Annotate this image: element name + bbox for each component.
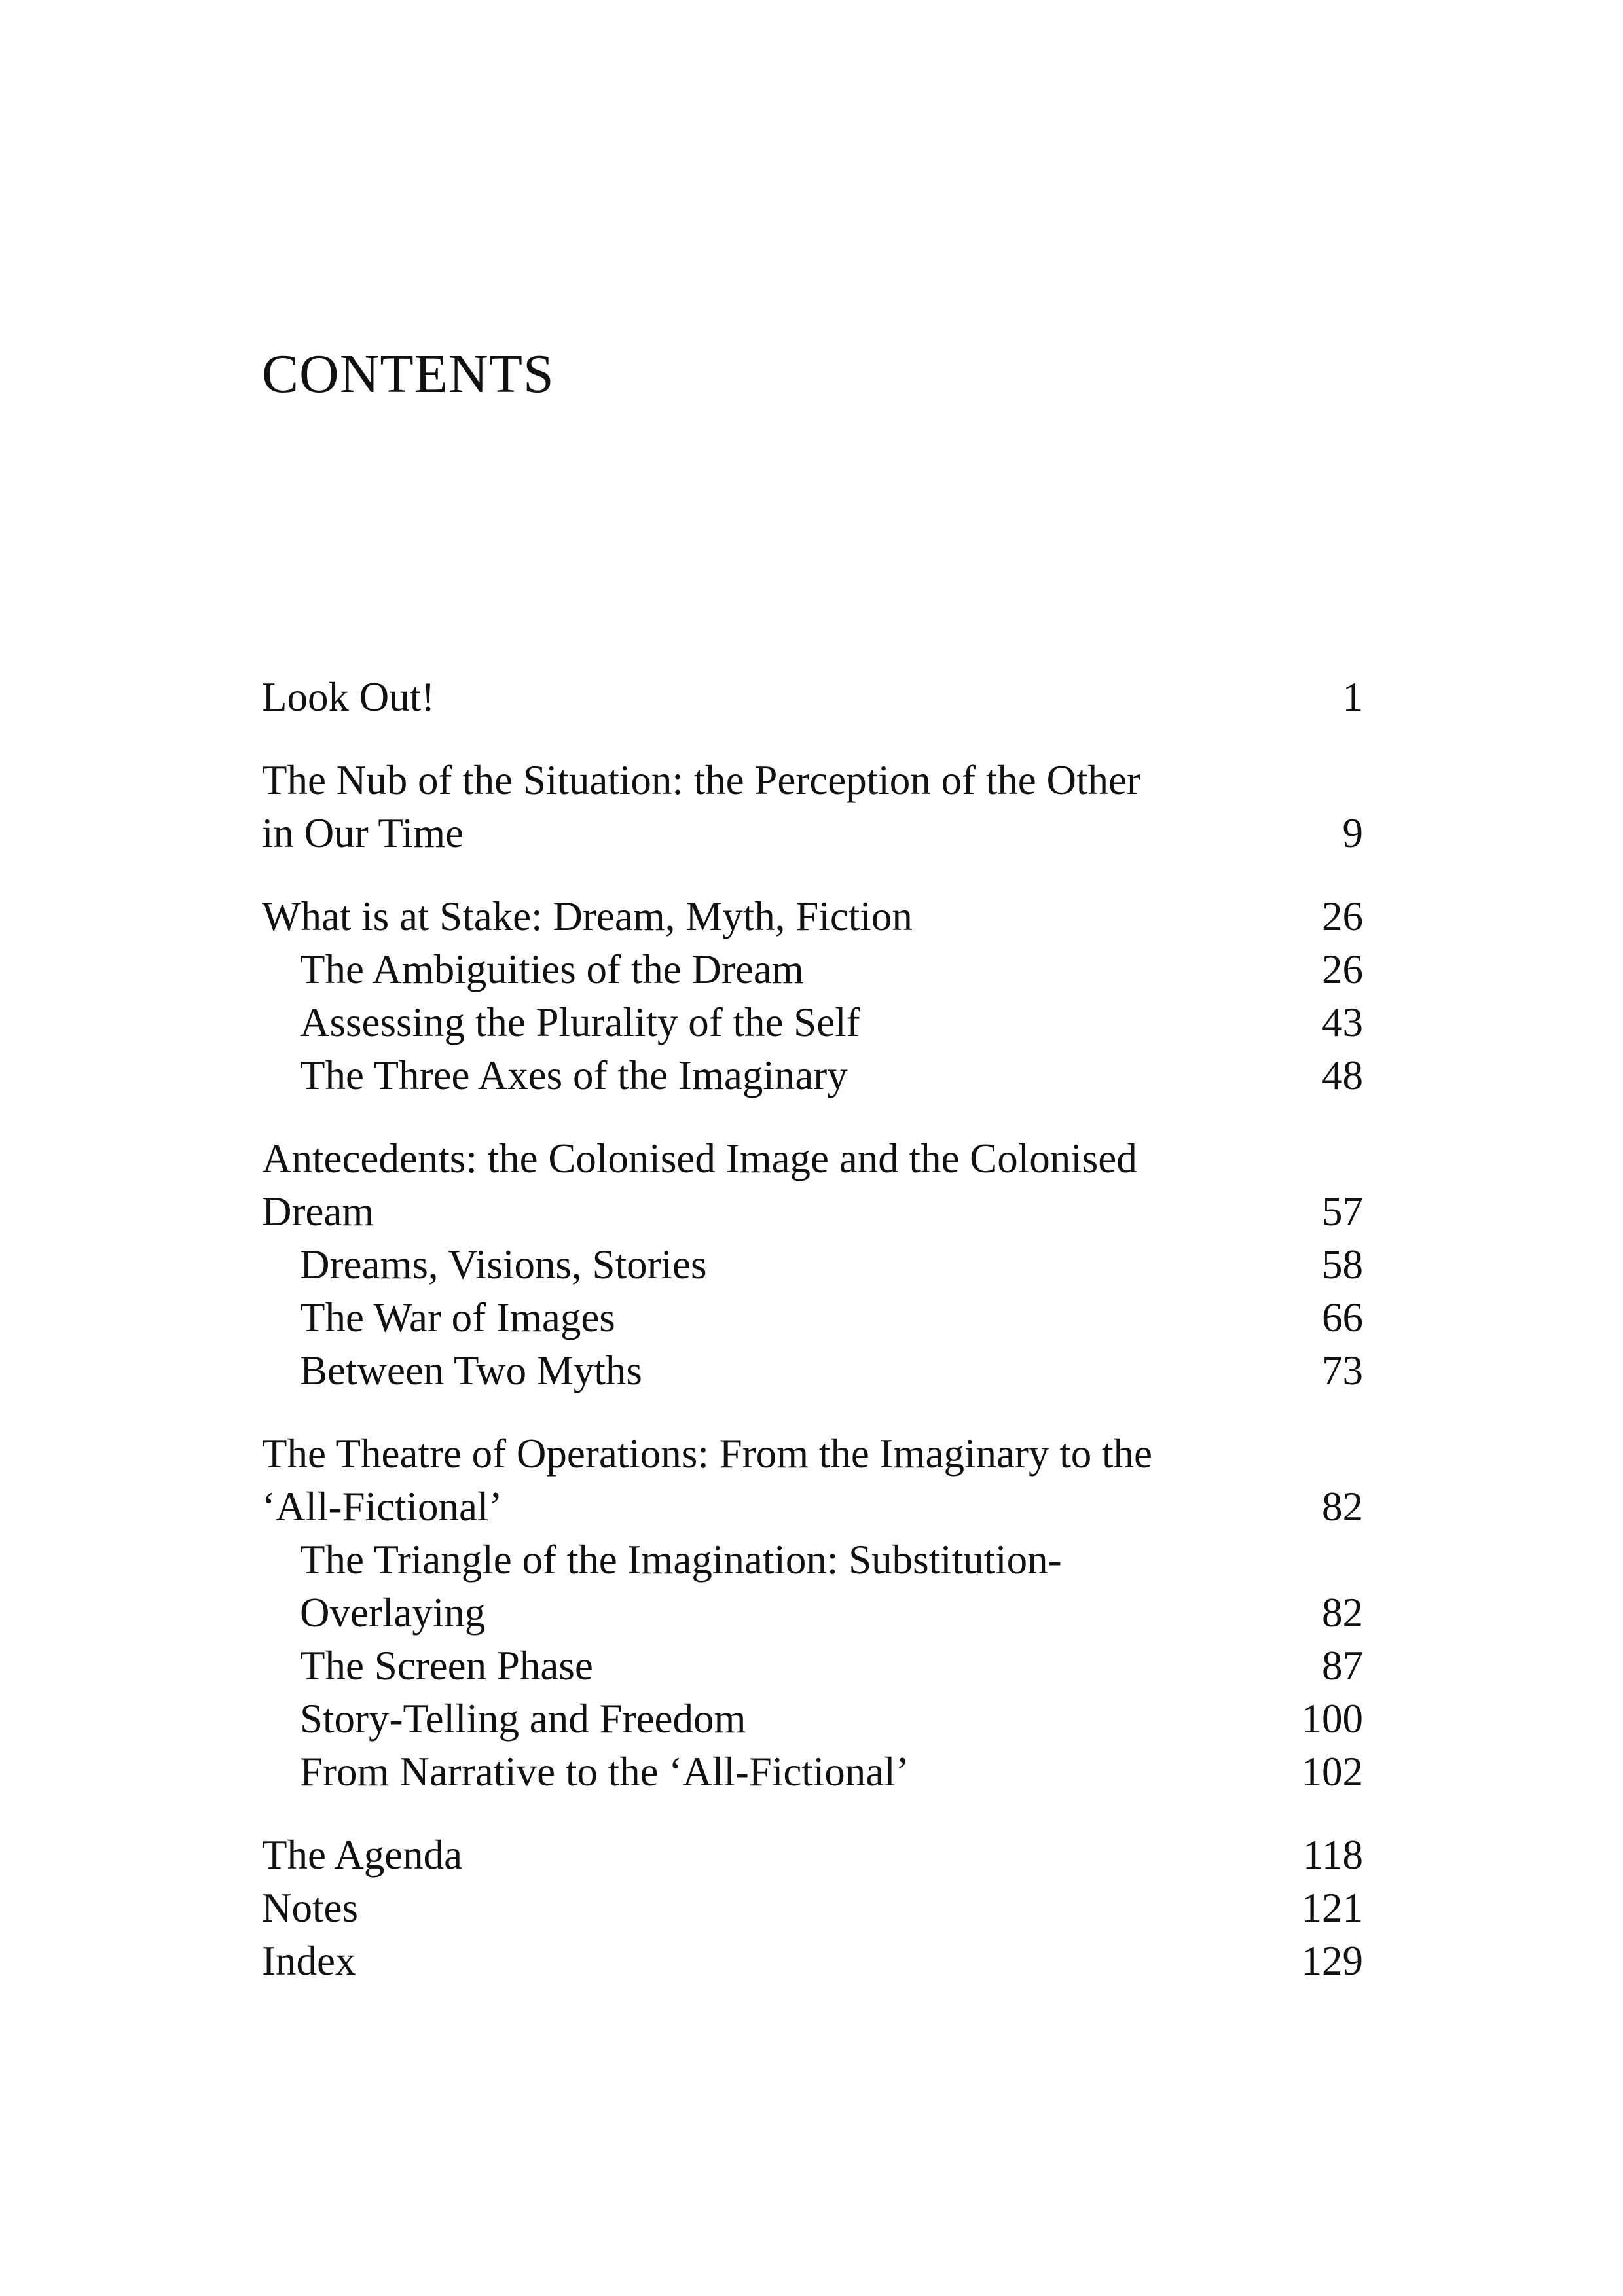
toc-page-number: 43 [1322, 999, 1363, 1045]
toc-entry-title-line: Look Out! [262, 674, 435, 720]
toc-page-number: 82 [1322, 1590, 1363, 1636]
toc-entry-title [300, 1693, 1302, 1746]
toc-entry[interactable] [262, 1829, 1363, 1882]
toc-entry[interactable] [262, 754, 1363, 860]
toc-entry-title [262, 1829, 1303, 1882]
toc-entry[interactable] [262, 671, 1363, 724]
toc-subentry[interactable] [262, 1291, 1363, 1344]
toc-entry-title [300, 996, 1322, 1049]
toc-entry-title-line: What is at Stake: Dream, Myth, Fiction [262, 893, 913, 939]
toc-subentry[interactable] [262, 1049, 1363, 1102]
toc-page-number: 66 [1322, 1295, 1363, 1340]
toc-entry-title-line: Overlaying [300, 1590, 486, 1636]
toc-group [262, 1427, 1363, 1799]
toc-entry-title [262, 1935, 1302, 1988]
toc-subentry[interactable] [262, 1640, 1363, 1693]
table-of-contents [262, 671, 1363, 2018]
toc-entry-title [262, 890, 1322, 943]
toc-entry-title-line: The Agenda [262, 1832, 463, 1878]
toc-entry[interactable] [262, 1132, 1363, 1238]
toc-entry-title [262, 1132, 1322, 1238]
toc-subentry[interactable] [262, 1238, 1363, 1291]
toc-entry-title [262, 754, 1343, 860]
toc-page-number: 57 [1322, 1189, 1363, 1234]
toc-page-number: 118 [1302, 1832, 1363, 1878]
toc-subentry[interactable] [262, 1693, 1363, 1746]
toc-entry-title [262, 1427, 1322, 1534]
toc-entry-title [300, 1640, 1322, 1693]
toc-subentry[interactable] [262, 1746, 1363, 1799]
toc-entry-title-line: in Our Time [262, 810, 464, 856]
toc-entry-title-line: Dream [262, 1189, 374, 1234]
toc-group [262, 671, 1363, 724]
toc-page-number: 102 [1301, 1749, 1363, 1795]
toc-entry-title-line: Index [262, 1938, 356, 1984]
toc-entry[interactable] [262, 1427, 1363, 1534]
toc-entry[interactable] [262, 890, 1363, 943]
toc-page-number: 58 [1322, 1242, 1363, 1287]
toc-entry-title-line: The Triangle of the Imagination: Substitution- [300, 1537, 1062, 1583]
toc-entry-title-line: The Three Axes of the Imaginary [300, 1052, 848, 1098]
toc-entry-title-line: ‘All-Fictional’ [262, 1484, 503, 1530]
toc-entry-title-line: Dreams, Visions, Stories [300, 1242, 707, 1287]
toc-entry-title [300, 1049, 1322, 1102]
toc-entry[interactable] [262, 1935, 1363, 1988]
toc-entry-title-line: The Ambiguities of the Dream [300, 946, 804, 992]
toc-subentry[interactable] [262, 996, 1363, 1049]
toc-entry-title [262, 1882, 1302, 1935]
toc-page-number: 87 [1322, 1643, 1363, 1689]
toc-page-number: 1 [1342, 674, 1363, 720]
toc-page-number: 48 [1322, 1052, 1363, 1098]
toc-entry-title [300, 943, 1322, 996]
toc-entry-title [262, 671, 1343, 724]
toc-page-number: 129 [1301, 1938, 1363, 1984]
toc-entry-title-line: Between Two Myths [300, 1348, 642, 1393]
toc-group [262, 754, 1363, 860]
toc-entry-title-line: The War of Images [300, 1295, 615, 1340]
page-heading: CONTENTS [262, 344, 555, 404]
toc-entry-title-line: Story-Telling and Freedom [300, 1696, 746, 1742]
toc-entry-title [300, 1291, 1322, 1344]
toc-entry-title [300, 1238, 1322, 1291]
toc-entry-title [300, 1534, 1322, 1640]
toc-page-number: 9 [1342, 810, 1363, 856]
toc-page-number: 100 [1301, 1696, 1363, 1742]
toc-page-number: 26 [1322, 946, 1363, 992]
toc-entry-title-line: The Screen Phase [300, 1643, 593, 1689]
toc-group [262, 890, 1363, 1102]
toc-entry-title [300, 1344, 1322, 1397]
toc-page-number: 82 [1322, 1484, 1363, 1530]
toc-group [262, 1132, 1363, 1397]
toc-entry-title-line: Antecedents: the Colonised Image and the Colonised [262, 1136, 1137, 1181]
toc-page-number: 121 [1301, 1885, 1363, 1931]
toc-entry-title-line: From Narrative to the ‘All-Fictional’ [300, 1749, 909, 1795]
toc-subentry[interactable] [262, 1344, 1363, 1397]
toc-subentry[interactable] [262, 943, 1363, 996]
toc-entry-title [300, 1746, 1302, 1799]
toc-entry-title-line: Assessing the Plurality of the Self [300, 999, 860, 1045]
toc-entry-title-line: Notes [262, 1885, 358, 1931]
toc-entry-title-line: The Theatre of Operations: From the Imaginary to the [262, 1431, 1152, 1477]
toc-subentry[interactable] [262, 1534, 1363, 1640]
toc-entry[interactable] [262, 1882, 1363, 1935]
toc-page-number: 26 [1322, 893, 1363, 939]
toc-group [262, 1829, 1363, 1988]
toc-entry-title-line: The Nub of the Situation: the Perception of the Other [262, 757, 1140, 803]
toc-page-number: 73 [1322, 1348, 1363, 1393]
